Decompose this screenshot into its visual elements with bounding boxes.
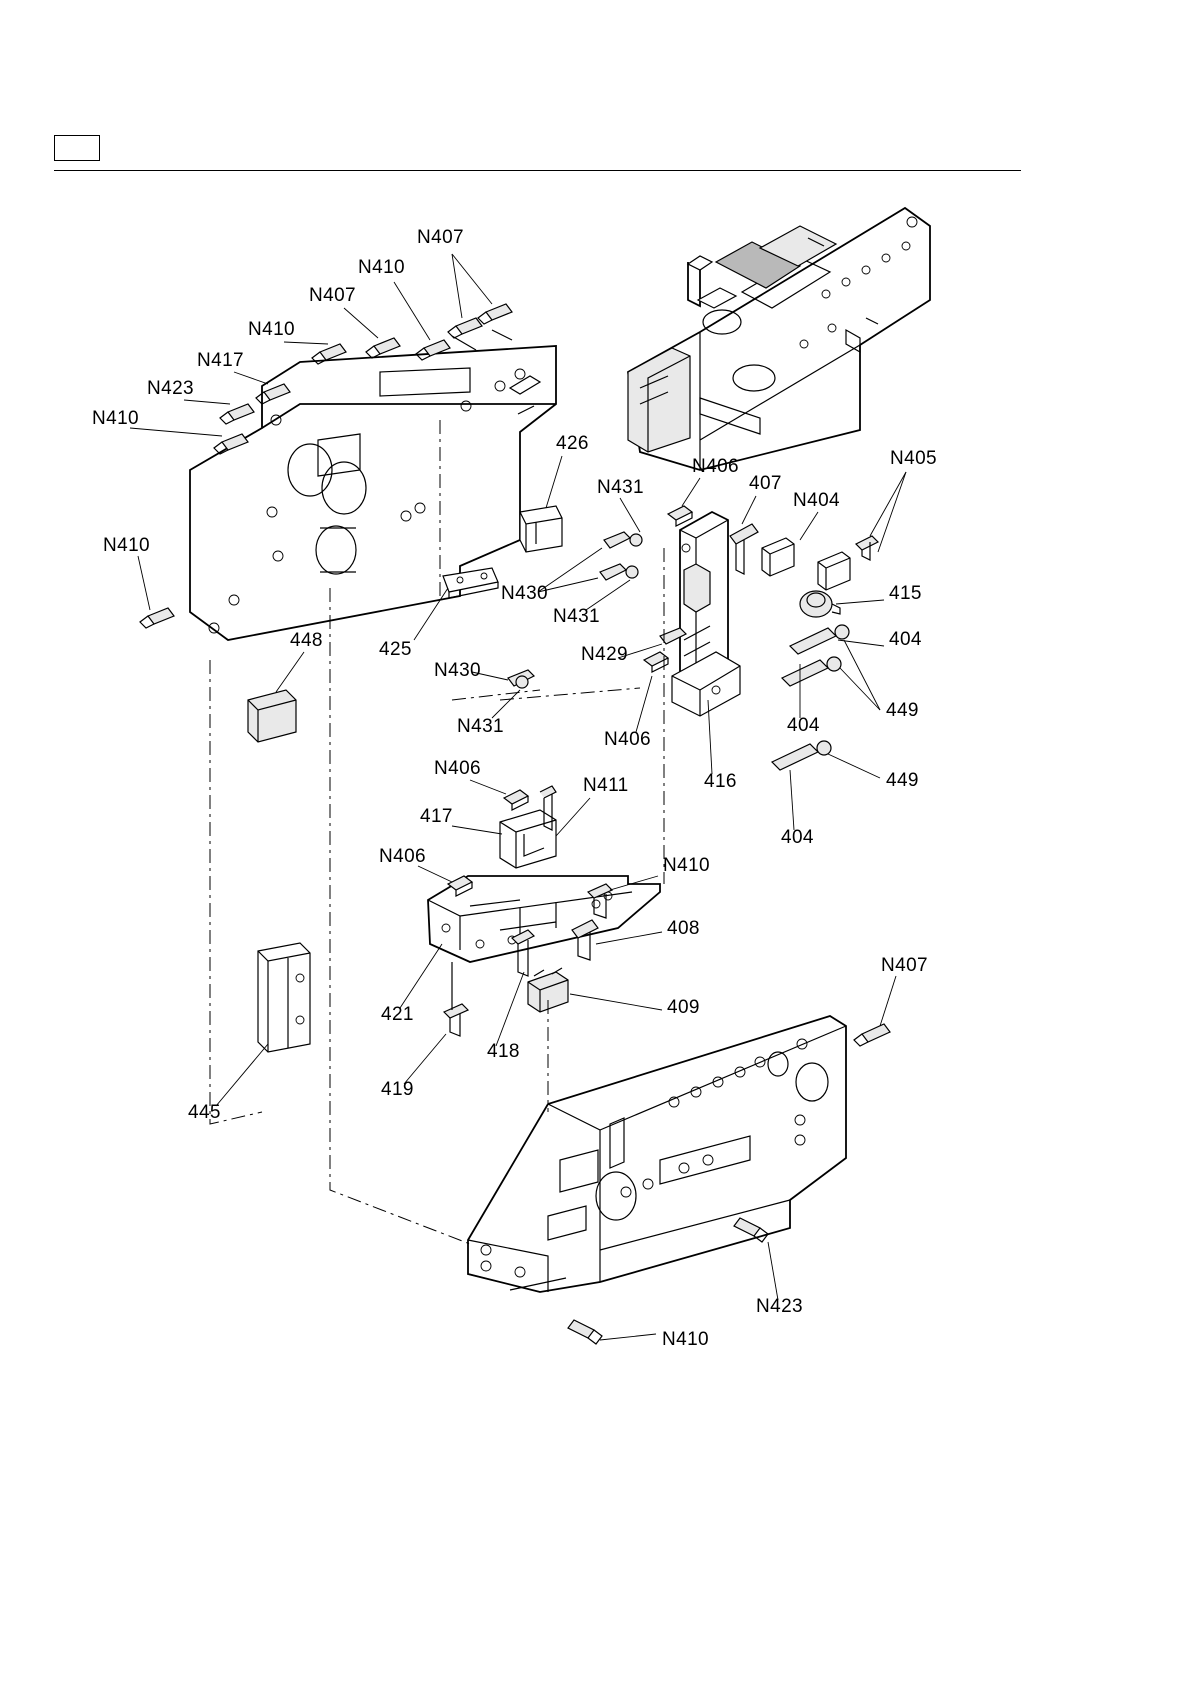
phantom-centerlines bbox=[210, 420, 664, 1244]
callout-label: N429 bbox=[581, 644, 629, 665]
callout-label: N407 bbox=[309, 285, 357, 306]
callout-label: N423 bbox=[756, 1296, 804, 1317]
callout-label: N406 bbox=[604, 729, 652, 750]
callout-label: 417 bbox=[420, 806, 453, 827]
callout-label: N430 bbox=[434, 660, 482, 681]
callout-label: 425 bbox=[379, 639, 412, 660]
callout-label: 449 bbox=[886, 700, 919, 721]
bracket-445 bbox=[258, 943, 310, 1052]
callout-label: N406 bbox=[434, 758, 482, 779]
callout-label: N406 bbox=[379, 846, 427, 867]
callout-label: N404 bbox=[793, 490, 841, 511]
callout-label: 448 bbox=[290, 630, 323, 651]
callout-label: 449 bbox=[886, 770, 919, 791]
callout-label: 421 bbox=[381, 1004, 414, 1025]
assembled-module bbox=[628, 208, 930, 470]
callout-label: N430 bbox=[501, 583, 549, 604]
callout-label: 418 bbox=[487, 1041, 520, 1062]
callout-label: N411 bbox=[583, 775, 629, 796]
callout-label: 419 bbox=[381, 1079, 414, 1100]
callout-label: N405 bbox=[890, 448, 938, 469]
callout-label: N423 bbox=[147, 378, 195, 399]
left-frame-plate bbox=[190, 330, 562, 742]
callout-label: N410 bbox=[103, 535, 151, 556]
callout-label: 409 bbox=[667, 997, 700, 1018]
callout-label: N431 bbox=[457, 716, 505, 737]
callout-label: N410 bbox=[662, 1329, 710, 1350]
callout-label: N410 bbox=[358, 257, 406, 278]
base-plate-421 bbox=[428, 786, 660, 1036]
callout-label: N417 bbox=[197, 350, 245, 371]
callout-label: N410 bbox=[663, 855, 711, 876]
callout-label: 404 bbox=[889, 629, 922, 650]
callout-label: 404 bbox=[781, 827, 814, 848]
callout-label: N407 bbox=[417, 227, 465, 248]
callout-label: 408 bbox=[667, 918, 700, 939]
callout-label: N410 bbox=[248, 319, 296, 340]
callout-label: 445 bbox=[188, 1102, 221, 1123]
callout-label: N407 bbox=[881, 955, 929, 976]
callout-label: 407 bbox=[749, 473, 782, 494]
callout-label: N431 bbox=[597, 477, 645, 498]
callout-label: N431 bbox=[553, 606, 601, 627]
callout-label: 416 bbox=[704, 771, 737, 792]
center-bracket-416 bbox=[508, 506, 878, 770]
callout-label: N406 bbox=[692, 456, 740, 477]
callout-label: N410 bbox=[92, 408, 140, 429]
callout-label: 415 bbox=[889, 583, 922, 604]
callout-label: 404 bbox=[787, 715, 820, 736]
right-frame-plate bbox=[468, 1016, 890, 1344]
callout-label: 426 bbox=[556, 433, 589, 454]
